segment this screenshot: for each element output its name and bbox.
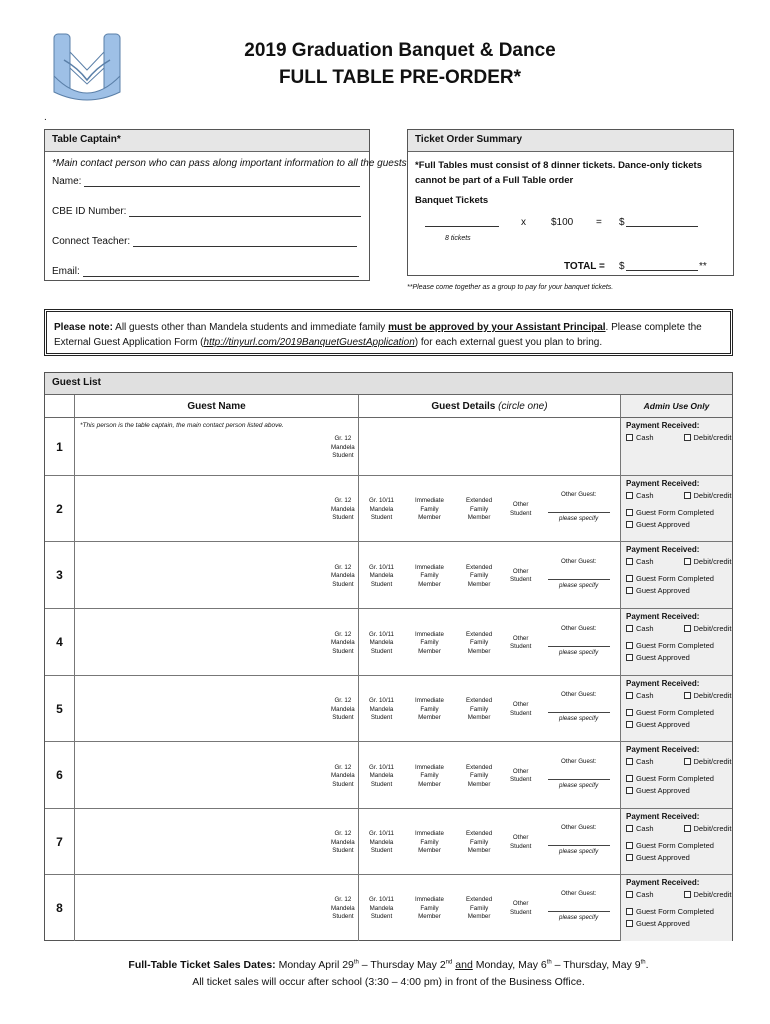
row-number: 5: [45, 676, 75, 741]
full-table-rule: *Full Tables must consist of 8 dinner tickets. Dance-only tickets cannot be part of a Full Table order: [415, 160, 703, 186]
please-note-box: [44, 309, 733, 356]
debit-checkbox[interactable]: Debit/credit: [684, 557, 732, 566]
banquet-tickets-label: Banquet Tickets: [415, 195, 489, 206]
option-gr1011-student[interactable]: Gr. 10/11 Mandela Student: [369, 563, 394, 588]
guest-form-checkbox[interactable]: Guest Form Completed: [626, 508, 727, 517]
cash-checkbox[interactable]: Cash: [626, 433, 654, 442]
ticket-price: $100: [551, 217, 574, 228]
row-number: 2: [45, 476, 75, 541]
option-other-guest: Other Guest:: [561, 557, 597, 565]
option-other-student[interactable]: Other Student: [510, 701, 532, 717]
please-specify: please specify: [559, 515, 599, 522]
row-number: 7: [45, 809, 75, 874]
row-number: 8: [45, 875, 75, 941]
option-other-student[interactable]: Other Student: [510, 501, 532, 517]
other-guest-line[interactable]: [548, 512, 610, 513]
option-other-guest: Other Guest:: [561, 624, 597, 632]
admin-cell: [620, 418, 732, 475]
option-other-guest: Other Guest:: [561, 824, 597, 831]
option-gr12-student[interactable]: Gr. 12 Mandela Student: [331, 896, 355, 920]
option-other-guest: Other Guest:: [561, 491, 597, 498]
guest-approved-checkbox[interactable]: Guest Approved: [626, 520, 727, 529]
cbe-id-field[interactable]: [52, 206, 361, 217]
option-gr12-student[interactable]: Gr. 12 Mandela Student: [331, 697, 355, 721]
guest-name-cell[interactable]: [75, 742, 359, 808]
guest-approved-checkbox[interactable]: Guest Approved: [626, 786, 727, 795]
payment-received-label: Payment Received:: [626, 612, 700, 621]
option-gr1011-student[interactable]: Gr. 10/11 Mandela Student: [369, 763, 394, 788]
guest-approved-checkbox[interactable]: Guest Approved: [626, 653, 727, 662]
stray-mark: .: [44, 112, 47, 123]
debit-checkbox[interactable]: Debit/credit: [684, 691, 732, 700]
table-captain-section: [44, 129, 407, 281]
guest-form-checkbox[interactable]: Guest Form Completed: [626, 907, 727, 916]
option-other-guest: Other Guest:: [561, 757, 597, 765]
cash-checkbox[interactable]: Cash: [626, 491, 654, 500]
option-extended-family[interactable]: Extended Family Member: [466, 830, 493, 854]
please-specify: please specify: [559, 848, 599, 855]
total-suffix: **: [699, 261, 707, 272]
teacher-label: Connect Teacher:: [52, 236, 131, 247]
option-immediate-family[interactable]: Immediate Family Member: [415, 563, 444, 588]
guest-approved-checkbox[interactable]: Guest Approved: [626, 720, 727, 729]
option-gr1011-student[interactable]: Gr. 10/11 Mandela Student: [369, 896, 394, 920]
equals-sign: =: [596, 217, 602, 228]
option-extended-family[interactable]: Extended Family Member: [466, 563, 493, 588]
note-emphasis: must be approved by your Assistant Principal: [388, 322, 606, 333]
option-immediate-family[interactable]: Immediate Family Member: [415, 896, 444, 920]
form-title: 2019 Graduation Banquet & Dance: [244, 40, 556, 61]
option-gr12-student[interactable]: Gr. 12 Mandela Student: [331, 630, 355, 655]
option-gr12-student[interactable]: Gr. 12 Mandela Student: [331, 563, 355, 588]
pay-note: **Please come together as a group to pay for your banquet tickets.: [407, 284, 614, 291]
guest-row: [45, 542, 732, 609]
option-gr1011-student[interactable]: Gr. 10/11 Mandela Student: [369, 630, 394, 655]
option-gr12-student[interactable]: Gr. 12 Mandela Student: [331, 763, 355, 788]
other-guest-line[interactable]: [548, 579, 610, 580]
option-immediate-family[interactable]: Immediate Family Member: [415, 497, 444, 521]
debit-checkbox[interactable]: Debit/credit: [684, 890, 732, 899]
option-other-student[interactable]: Other Student: [510, 900, 532, 916]
option-other-student[interactable]: Other Student: [510, 634, 532, 650]
guest-name-cell[interactable]: [75, 875, 359, 941]
payment-received-label: Payment Received:: [626, 812, 700, 821]
subtotal-line[interactable]: [626, 216, 698, 227]
other-guest-line[interactable]: [548, 712, 610, 713]
subtotal-dollar: $: [619, 217, 625, 228]
option-other-guest: Other Guest:: [561, 691, 597, 698]
guest-name-cell[interactable]: [75, 609, 359, 675]
connect-teacher-field[interactable]: [52, 236, 357, 247]
guest-application-link[interactable]: http://tinyurl.com/2019BanquetGuestApplication: [203, 337, 415, 348]
email-label: Email:: [52, 266, 80, 277]
total-dollar: $: [619, 261, 625, 272]
total-label: TOTAL =: [564, 261, 605, 272]
other-guest-line[interactable]: [548, 779, 610, 780]
times-sign: x: [521, 217, 526, 228]
guest-approved-checkbox[interactable]: Guest Approved: [626, 919, 727, 928]
cash-checkbox[interactable]: Cash: [626, 890, 654, 899]
please-specify: please specify: [559, 715, 599, 722]
form-subtitle: FULL TABLE PRE-ORDER*: [278, 67, 522, 88]
payment-received-label: Payment Received:: [626, 745, 700, 754]
row-number: 6: [45, 742, 75, 808]
guest-list-header: Guest List: [45, 373, 732, 395]
cash-checkbox[interactable]: Cash: [626, 557, 654, 566]
guest-form-checkbox[interactable]: Guest Form Completed: [626, 774, 727, 783]
option-gr12-student[interactable]: Gr. 12 Mandela Student: [331, 435, 355, 459]
debit-checkbox[interactable]: Debit/credit: [684, 624, 732, 633]
captain-name-field[interactable]: [52, 176, 360, 187]
cash-checkbox[interactable]: Cash: [626, 757, 654, 766]
row-number: 4: [45, 609, 75, 675]
please-specify: please specify: [559, 648, 599, 656]
guest-name-col-header: Guest Name: [75, 395, 359, 418]
please-specify: please specify: [559, 781, 599, 789]
note-text3: ) for each external guest you plan to bring.: [414, 337, 603, 348]
payment-received-label: Payment Received:: [626, 545, 700, 554]
cbe-label: CBE ID Number:: [52, 206, 127, 217]
option-immediate-family[interactable]: Immediate Family Member: [415, 630, 444, 655]
payment-received-label: Payment Received:: [626, 479, 700, 488]
other-guest-line[interactable]: [548, 646, 610, 647]
option-extended-family[interactable]: Extended Family Member: [466, 763, 493, 788]
captain-row-note: *This person is the table captain, the main contact person listed above.: [80, 422, 284, 429]
option-gr1011-student[interactable]: Gr. 10/11 Mandela Student: [369, 697, 394, 721]
ticket-order-summary: [407, 129, 734, 276]
debit-checkbox[interactable]: Debit/credit: [684, 757, 732, 766]
admin-cell: [620, 809, 732, 874]
option-extended-family[interactable]: Extended Family Member: [466, 497, 493, 521]
guest-approved-checkbox[interactable]: Guest Approved: [626, 586, 727, 595]
admin-cell: [620, 542, 732, 608]
option-immediate-family[interactable]: Immediate Family Member: [415, 763, 444, 788]
admin-col-header: Admin Use Only: [620, 395, 732, 418]
option-immediate-family[interactable]: Immediate Family Member: [415, 830, 444, 854]
option-other-student[interactable]: Other Student: [510, 567, 532, 583]
debit-checkbox[interactable]: Debit/credit: [684, 824, 732, 833]
guest-name-cell[interactable]: [75, 476, 359, 541]
guest-form-checkbox[interactable]: Guest Form Completed: [626, 841, 727, 850]
name-label: Name:: [52, 176, 82, 187]
debit-checkbox[interactable]: Debit/credit: [684, 433, 732, 442]
option-extended-family[interactable]: Extended Family Member: [466, 896, 493, 920]
debit-checkbox[interactable]: Debit/credit: [684, 491, 732, 500]
email-field[interactable]: [52, 266, 359, 277]
total-line[interactable]: [626, 260, 698, 271]
other-guest-line[interactable]: [548, 845, 610, 846]
guest-form-checkbox[interactable]: Guest Form Completed: [626, 708, 727, 717]
payment-received-label: Payment Received:: [626, 679, 700, 688]
payment-received-label: Payment Received:: [626, 421, 700, 430]
admin-cell: [620, 875, 732, 941]
option-gr1011-student[interactable]: Gr. 10/11 Mandela Student: [369, 830, 394, 854]
guest-form-checkbox[interactable]: Guest Form Completed: [626, 641, 727, 650]
note-text1: All guests other than Mandela students and immediate family: [112, 322, 389, 333]
guest-name-cell[interactable]: [75, 809, 359, 874]
please-specify: please specify: [559, 581, 599, 589]
ticket-summary-header: Ticket Order Summary: [408, 130, 733, 152]
guest-name-cell[interactable]: [75, 542, 359, 608]
cash-checkbox[interactable]: Cash: [626, 624, 654, 633]
cash-checkbox[interactable]: Cash: [626, 824, 654, 833]
guest-approved-checkbox[interactable]: Guest Approved: [626, 853, 727, 862]
row-number: 3: [45, 542, 75, 608]
guest-row: [45, 875, 732, 941]
guest-row: [45, 676, 732, 742]
table-captain-header: Table Captain*: [45, 130, 369, 152]
option-gr12-student[interactable]: Gr. 12 Mandela Student: [331, 830, 355, 854]
option-extended-family[interactable]: Extended Family Member: [466, 697, 493, 721]
tickets-note: 8 tickets: [445, 235, 471, 242]
guest-form-checkbox[interactable]: Guest Form Completed: [626, 574, 727, 583]
option-other-student[interactable]: Other Student: [510, 834, 532, 850]
cash-checkbox[interactable]: Cash: [626, 691, 654, 700]
guest-row: [45, 476, 732, 542]
payment-received-label: Payment Received:: [626, 878, 700, 887]
admin-cell: [620, 476, 732, 541]
please-specify: please specify: [559, 914, 599, 921]
sales-location: All ticket sales will occur after school (3:30 – 4:00 pm) in front of the Business Office.: [192, 976, 585, 988]
option-immediate-family[interactable]: Immediate Family Member: [415, 697, 444, 721]
option-extended-family[interactable]: Extended Family Member: [466, 630, 493, 655]
guest-row: [45, 809, 732, 875]
option-other-guest: Other Guest:: [561, 890, 597, 897]
guest-row: [45, 609, 732, 676]
other-guest-line[interactable]: [548, 911, 610, 912]
guest-details-col-header: Guest Details (circle one): [359, 395, 620, 418]
note-lead: Please note:: [54, 322, 113, 333]
guest-name-cell[interactable]: [75, 418, 359, 475]
ticket-qty-line[interactable]: [425, 216, 499, 227]
note-text2: . Please complete the External Guest Application Form (: [54, 322, 702, 348]
guest-row: [45, 742, 732, 809]
school-logo: [50, 30, 124, 102]
guest-list-table: [44, 372, 733, 941]
sales-dates: Full-Table Ticket Sales Dates: Monday April 29th – Thursday May 2nd and Monday, May 6th – Thursday, May 9th.: [128, 959, 649, 971]
guest-row: [45, 418, 732, 476]
option-gr12-student[interactable]: Gr. 12 Mandela Student: [331, 497, 355, 521]
admin-cell: [620, 742, 732, 808]
row-number: 1: [45, 418, 75, 475]
admin-cell: [620, 609, 732, 675]
option-gr1011-student[interactable]: Gr. 10/11 Mandela Student: [369, 497, 394, 521]
number-col-header: [45, 395, 75, 418]
guest-name-cell[interactable]: [75, 676, 359, 741]
admin-cell: [620, 676, 732, 741]
captain-note: *Main contact person who can pass along important information to all the guests: [52, 158, 407, 169]
option-other-student[interactable]: Other Student: [510, 767, 532, 783]
